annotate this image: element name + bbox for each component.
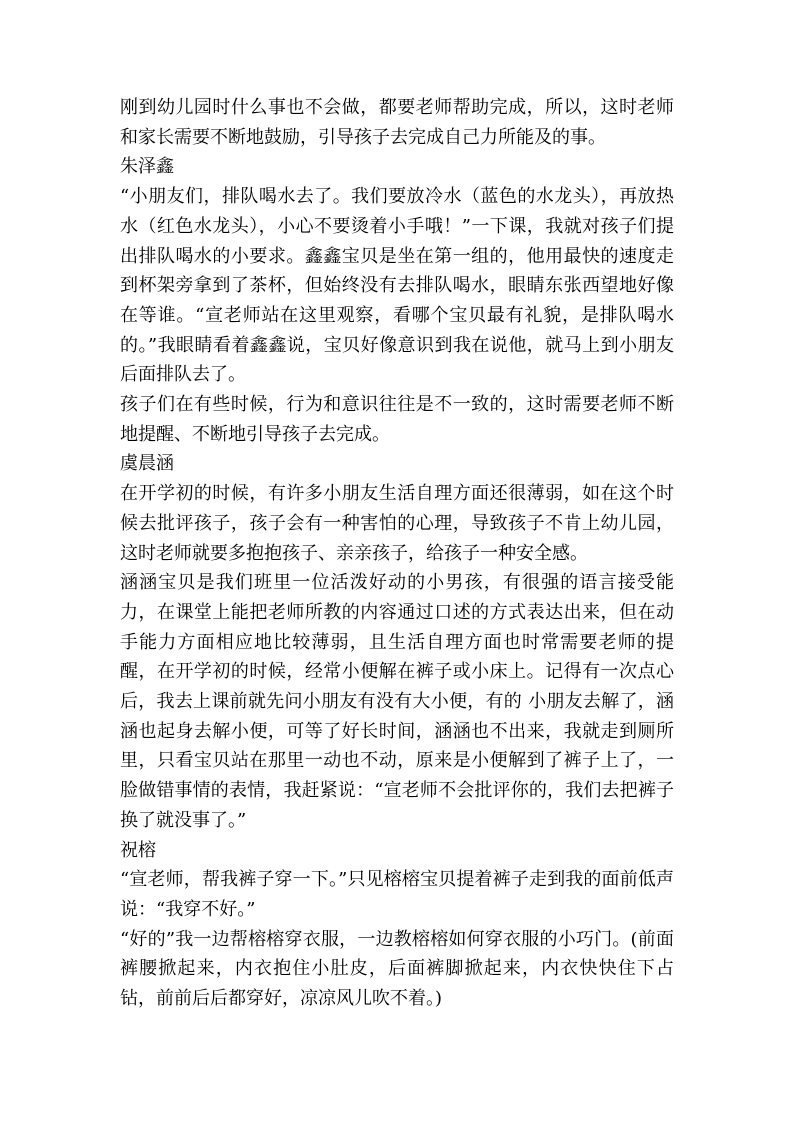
paragraph-self-care-intro: 在开学初的时候，有许多小朋友生活自理方面还很薄弱，如在这个时候去批评孩子，孩子会有一种害怕的心理，导致孩子不肯上幼儿园，这时老师就要多抱抱孩子、亲亲孩子，给孩子一种安全感。 [120,483,674,564]
paragraph-water-story: “小朋友们，排队喝水去了。我们要放冷水（蓝色的水龙头），再放热水（红色水龙头），小心不要烫着小手哦！”一下课，我就对孩子们提出排队喝水的小要求。鑫鑫宝贝是坐在第一组的，他用最快的速度走到杯架旁拿到了茶杯，但始终没有去排队喝水，眼睛东张西望地好像在等谁。“宣老师站在这里观察，看哪个宝贝最有礼貌，是排队喝水的。”我眼睛看着鑫鑫说，宝贝好像意识到我在说他，就马上到小朋友后面排队去了。 [120,186,674,386]
paragraph-dressing-tips: “好的”我一边帮榕榕穿衣服，一边教榕榕如何穿衣服的小巧门。(前面裤腰掀起来，内衣抱住小肚皮，后面裤脚掀起来，内衣快快住下占钻，前前后后都穿好，凉凉风儿吹不着。) [120,928,674,1010]
paragraph-intro-continuation: 刚到幼儿园时什么事也不会做，都要老师帮助完成，所以，这时老师和家长需要不断地鼓励，引导孩子去完成自己力所能及的事。 [120,97,674,148]
paragraph-rong-request: “宣老师，帮我裤子穿一下。”只见榕榕宝贝提着裤子走到我的面前低声说：“我穿不好。” [120,869,674,920]
child-name-zhu-zexin: 朱泽鑫 [120,156,174,178]
paragraph-water-reflection: 孩子们在有些时候，行为和意识往往是不一致的，这时需要老师不断地提醒、不断地引导孩子去完成。 [120,394,674,445]
child-name-zhu-rong: 祝榕 [120,839,156,861]
document-page [120,93,674,1014]
paragraph-hanhan-story: 涵涵宝贝是我们班里一位活泼好动的小男孩，有很强的语言接受能力，在课堂上能把老师所教的内容通过口述的方式表达出来，但在动手能力方面相应地比较薄弱，且生活自理方面也时常需要老师的提醒，在开学初的时候，经常小便解在裤子或小床上。记得有一次点心后，我去上课前就先问小朋友有没有大小便，有的 小朋友去解了，涵涵也起身去解小便，可等了好长时间，涵涵也不出来，我就走到厕所里，只看宝贝站在那里一动也不动，原来是小便解到了裤子上了，一脸做错事情的表情，我赶紧说：“宣老师不会批评你的，我们去把裤子换了就没事了。” [120,572,674,831]
child-name-yu-chenhan: 虞晨涵 [120,453,174,475]
